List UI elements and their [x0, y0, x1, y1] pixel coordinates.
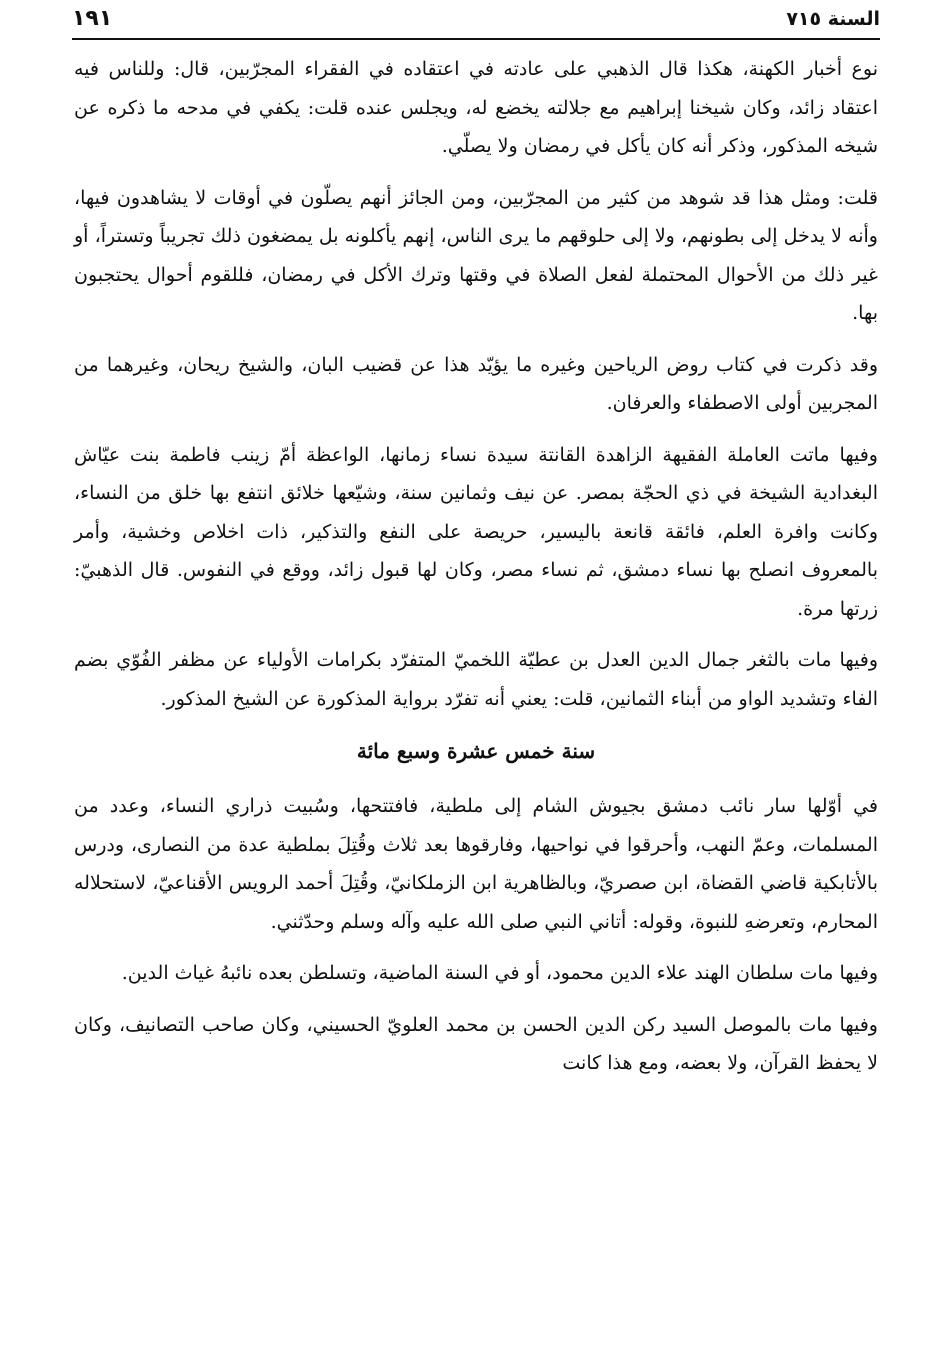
- section-heading: سنة خمس عشرة وسبع مائة: [356, 739, 596, 763]
- page-number: ١٩١: [72, 6, 113, 31]
- paragraph: في أوّلها سار نائب دمشق بجيوش الشام إلى ملطية، فافتتحها، وسُبيت ذراري النساء، وعدد من المسلمات، وعمّ النهب، وأحرقوا في نواحيها، وفارقوها بعد ثلاث وقُتِلَ بملطية عدة من النصارى، ودرس بالأتابكية قاضي القضاة، ابن صصريّ، وبالظاهرية ابن الزملكانيّ، وقُتِلَ أحمد الرويس الأقناعيّ، لاستحلاله المحارم، وتعرضهِ للنبوة، وقوله: أتاني النبي صلى الله عليه وآله وسلم وحدّثني.: [74, 795, 878, 933]
- paragraph: نوع أخبار الكهنة، هكذا قال الذهبي على عادته في اعتقاده في الفقراء المجرّبين، قال: وللناس فيه اعتقاد زائد، وكان شيخنا إبراهيم مع جلالته يخضع له، ويجلس عنده قلت: يكفي في مدحه ما ذكره عن شيخه المذكور، وذكر أنه كان يأكل في رمضان ولا يصلّي.: [74, 58, 878, 157]
- paragraph: قلت: ومثل هذا قد شوهد من كثير من المجرّبين، ومن الجائز أنهم يصلّون في أوقات لا يشاهدون فيها، وأنه لا يدخل إلى بطونهم، ولا إلى حلوقهم ما يرى الناس، إنهم يأكلونه بل يمضغون ذلك تجريباً وتستراً، أو غير ذلك من الأحوال المحتملة لفعل الصلاة في وقتها وترك الأكل في رمضان، فللقوم أحوال يحتجبون بها.: [74, 186, 878, 324]
- paragraph: وفيها مات بالثغر جمال الدين العدل بن عطيّة اللخميّ المتفرّد بكرامات الأولياء عن مظفر الفُوّي بضم الفاء وتشديد الواو من أبناء الثمانين، قلت: يعني أنه تفرّد برواية المذكورة عن الشيخ المذكور.: [74, 649, 878, 710]
- paragraph: وفيها ماتت العاملة الفقيهة الزاهدة القانتة سيدة نساء زمانها، الواعظة أمّ زينب فاطمة بنت عيّاش البغدادية الشيخة في ذي الحجّة بمصر. عن نيف وثمانين سنة، وشيّعها خلائق انتفع بها خلق من النساء، وكانت وافرة العلم، فائقة قانعة باليسير، حريصة على النفع والتذكير، ذات اخلاص وخشية، وأمر بالمعروف انصلح بها نساء دمشق، ثم نساء مصر، وكان لها قبول زائد، ووقع في النفوس. قال الذهبيّ: زرتها مرة.: [74, 443, 878, 620]
- paragraph: وقد ذكرت في كتاب روض الرياحين وغيره ما يؤيّد هذا عن قضيب البان، والشيخ ريحان، وغيرهما من المجربين أولى الاصطفاء والعرفان.: [74, 353, 878, 414]
- header-rule: [72, 38, 880, 40]
- paragraph: وفيها مات سلطان الهند علاء الدين محمود، أو في السنة الماضية، وتسلطن بعده نائبهُ غياث الدين.: [121, 962, 878, 984]
- page-body: [74, 50, 878, 1096]
- running-title: السنة ٧١٥: [786, 8, 880, 30]
- running-head: [72, 6, 880, 36]
- paragraph: وفيها مات بالموصل السيد ركن الدين الحسن بن محمد العلويّ الحسيني، وكان صاحب التصانيف، وكان لا يحفظ القرآن، ولا بعضه، ومع هذا كانت: [74, 1013, 878, 1074]
